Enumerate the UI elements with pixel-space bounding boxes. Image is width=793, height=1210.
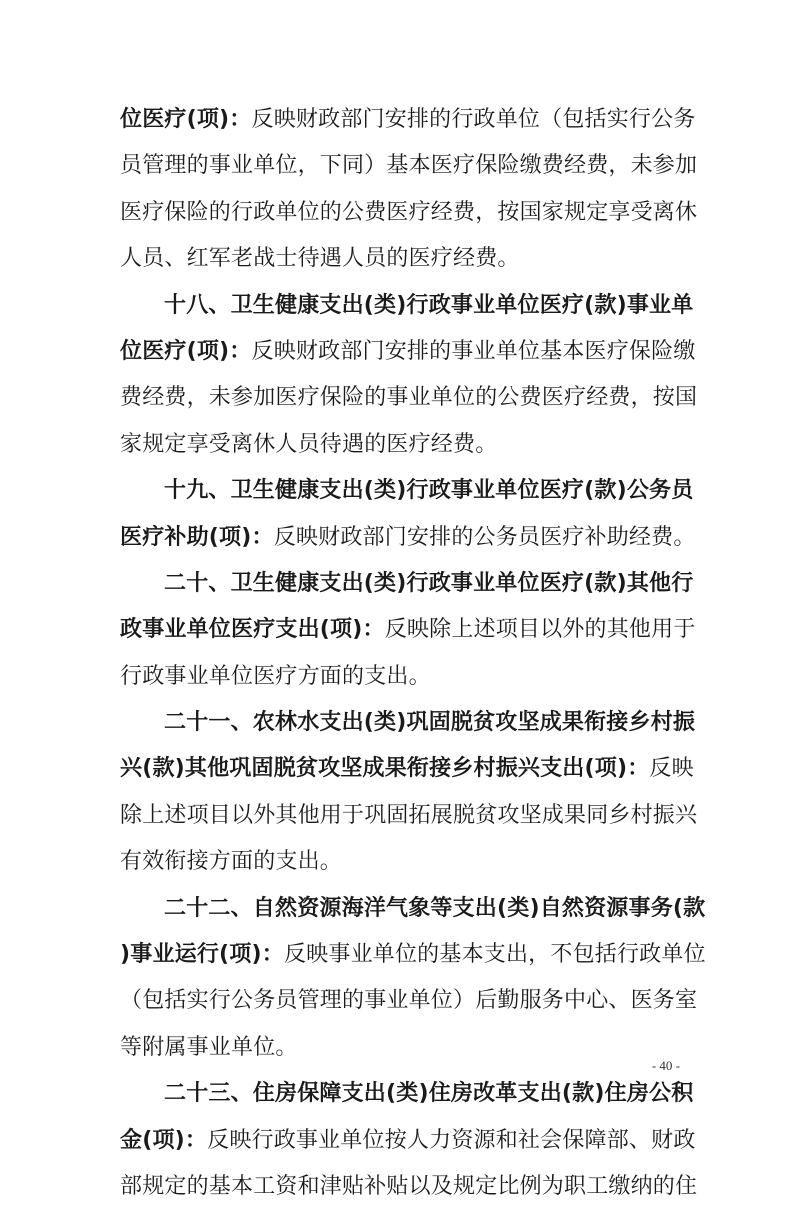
body-text: 医疗保险的行政单位的公费医疗经费，按国家规定享受离休 <box>120 199 698 225</box>
body-text: 行政事业单位医疗方面的支出。 <box>120 663 431 689</box>
bold-text: 位医疗(项)： <box>120 338 252 364</box>
section-heading-line <box>120 700 696 746</box>
text-line <box>120 1164 698 1210</box>
section-heading-line <box>120 561 694 607</box>
text-line <box>120 97 696 143</box>
bold-text: 二十一、农林水支出(类)巩固脱贫攻坚成果衔接乡村振 <box>164 710 696 736</box>
text-line <box>120 375 698 421</box>
text-line <box>120 329 696 375</box>
bold-text: 十九、卫生健康支出(类)行政事业单位医疗(款)公务员 <box>164 478 694 504</box>
body-text: 反映财政部门安排的公务员医疗补助经费。 <box>273 524 696 550</box>
body-text: 员管理的事业单位，下同）基本医疗保险缴费经费，未参加 <box>120 153 698 179</box>
text-line <box>120 607 696 653</box>
body-text: 家规定享受离休人员待遇的医疗经费。 <box>120 431 498 457</box>
body-text: 反映行政事业单位按人力资源和社会保障部、财政 <box>207 1127 696 1153</box>
text-line <box>120 932 706 978</box>
bold-text: 二十、卫生健康支出(类)行政事业单位医疗(款)其他行 <box>164 570 694 596</box>
bold-text: 位医疗(项)： <box>120 107 252 132</box>
page-number: - 40 - <box>651 1058 680 1073</box>
body-text: 反映事业单位的基本支出，不包括行政单位 <box>283 942 706 968</box>
bold-text: )事业运行(项)： <box>120 942 284 968</box>
body-text: 部规定的基本工资和津贴补贴以及规定比例为职工缴纳的住 <box>120 1173 698 1199</box>
text-line <box>120 1118 696 1164</box>
section-heading-line <box>120 886 706 932</box>
text-line <box>120 654 680 700</box>
text-line <box>120 190 698 236</box>
body-text: 反映 <box>649 756 694 782</box>
text-line <box>120 793 698 839</box>
body-text: 反映财政部门安排的事业单位基本医疗保险缴 <box>251 338 696 364</box>
text-line <box>120 143 698 189</box>
bold-text: 金(项)： <box>120 1127 208 1153</box>
text-line <box>120 515 696 561</box>
body-text: 除上述项目以外其他用于巩固拓展脱贫攻坚成果同乡村振兴 <box>120 802 698 828</box>
bold-text: 二十三、住房保障支出(类)住房改革支出(款)住房公积 <box>164 1081 694 1107</box>
text-line <box>120 746 694 792</box>
section-heading-line <box>120 468 694 514</box>
body-text: 人员、红军老战士待遇人员的医疗经费。 <box>120 246 520 272</box>
text-line <box>120 422 680 468</box>
body-text: 有效衔接方面的支出。 <box>120 849 343 875</box>
document-body <box>120 97 706 1210</box>
bold-text: 十八、卫生健康支出(类)行政事业单位医疗(款)事业单 <box>164 292 694 318</box>
body-text: 费经费，未参加医疗保险的事业单位的公费医疗经费，按国 <box>120 385 698 411</box>
section-heading-line <box>120 283 694 329</box>
body-text: 反映除上述项目以外的其他用于 <box>384 617 696 643</box>
bold-text: 医疗补助(项)： <box>120 524 274 550</box>
text-line <box>120 236 680 282</box>
bold-text: 政事业单位医疗支出(项)： <box>120 617 385 643</box>
text-line <box>120 978 698 1024</box>
body-text: 等附属事业单位。 <box>120 1034 298 1060</box>
text-line <box>120 839 680 885</box>
bold-text: 兴(款)其他巩固脱贫攻坚成果衔接乡村振兴支出(项)： <box>120 756 650 782</box>
body-text: （包括实行公务员管理的事业单位）后勤服务中心、医务室 <box>120 988 698 1014</box>
bold-text: 二十二、自然资源海洋气象等支出(类)自然资源事务(款 <box>164 895 706 921</box>
text-line <box>120 1025 680 1071</box>
section-heading-line <box>120 1071 694 1117</box>
body-text: 反映财政部门安排的行政单位（包括实行公务 <box>251 107 696 132</box>
